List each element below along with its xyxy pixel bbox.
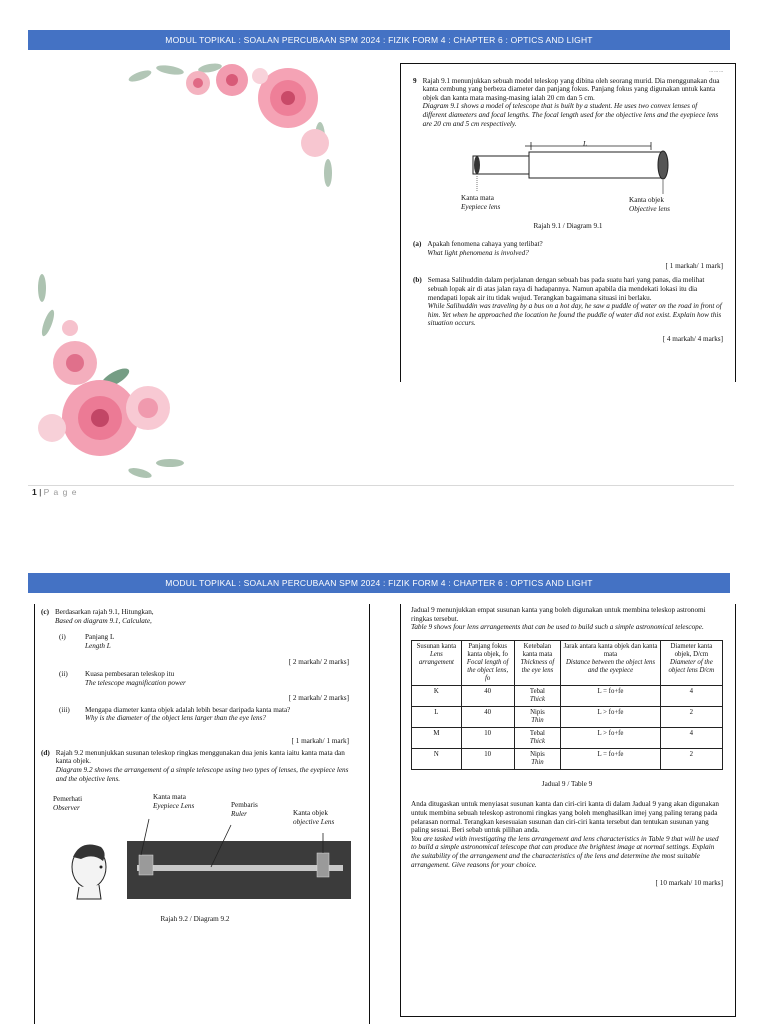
part-c-i-marks: [ 2 markah/ 2 marks] <box>288 658 349 667</box>
part-b-marks: [ 4 markah/ 4 marks] <box>662 334 723 343</box>
part-a-marks: [ 1 markah/ 1 mark] <box>665 262 723 271</box>
table-intro-en: Table 9 shows four lens arrangements that can be used to build such a simple astronomical telescope. <box>411 623 704 632</box>
question-9-panel-part1 <box>400 63 736 382</box>
floral-decoration-left <box>30 268 190 483</box>
header-scrap: ... ... ... <box>709 69 723 74</box>
part-c-iii-ms: Mengapa diameter kanta objek adalah lebih besar daripada kanta mata? <box>85 705 291 714</box>
cell-focal: 10 <box>461 748 514 769</box>
q9-intro-en: Diagram 9.1 shows a model of telescope that is built by a student. He uses two convex lenses of different diameters and focal lengths. The focal length used for the objective lens and the eyepiece lens are 20 cm and 5 cm respectively. <box>422 102 719 128</box>
part-c <box>41 608 349 625</box>
q9-intro-ms: Rajah 9.1 menunjukkan sebuah model teleskop yang dibina oleh seorang murid. Dia menggunakan dua kanta cembung yang berbeza diameter dan panjang fokus. Panjang fokus yang digunakan untuk kanta objek dan kanta mata masing-masing ialah 20 cm dan 5 cm. <box>422 76 720 102</box>
table-header-row <box>412 640 723 685</box>
cell-thickness: Nipis Thin <box>514 706 561 727</box>
objective-label-en: Objective lens <box>629 204 670 213</box>
cell-distance: L > fo+fe <box>561 706 661 727</box>
cell-id: N <box>412 748 462 769</box>
table-intro-ms: Jadual 9 menunjukkan empat susunan kanta yang boleh digunakan untuk membina teleskop astronomi ringkas tersebut. <box>411 606 706 623</box>
part-c-i <box>59 633 349 650</box>
length-label: L <box>583 140 587 149</box>
table-row <box>412 685 723 706</box>
col-header-thickness: Ketebalan kanta mata Thickness of the eye lens <box>514 640 561 685</box>
part-c-ii-ms: Kuasa pembesaran teleskop itu <box>85 670 175 679</box>
observer-head-drawing <box>72 845 106 899</box>
part-b-en: While Salihuddin was traveling by a bus on a hot day, he saw a puddle of water on the road in front of him. Yet when he approached the location he found the puddle of water did not exist. Explain how this situation occurs. <box>427 302 722 328</box>
cell-id: L <box>412 706 462 727</box>
task-marks: [ 10 markah/ 10 marks] <box>655 879 723 888</box>
ruler-label-en: Ruler <box>231 809 247 818</box>
cell-focal: 40 <box>461 706 514 727</box>
task-en: You are tasked with investigating the lens arrangement and lens characteristics in Table 9 that will be used to build a simple astronomical telescope that can produce the brightest image at normal settings. Explain the suitability of the arrangement and the characteristics of the lens and determine the most suitable arrangement. Give reasons for your choice. <box>411 834 719 869</box>
cell-distance: L > fo+fe <box>561 727 661 748</box>
part-a <box>413 240 723 257</box>
cell-distance: L = fo+fe <box>561 748 661 769</box>
part-c-iii <box>59 706 349 723</box>
cell-diameter: 4 <box>660 685 722 706</box>
observer-label-en: Observer <box>53 803 80 812</box>
col-header-arrangement: Susunan kanta Lens arrangement <box>412 640 462 685</box>
part-c-ii-en: The telescope magnification power <box>85 678 186 687</box>
telescope-model-drawing <box>413 132 723 202</box>
cell-diameter: 2 <box>660 748 722 769</box>
part-c-ii <box>59 670 349 687</box>
simple-telescope-photo <box>41 817 351 927</box>
lens-arrangement-table <box>411 640 723 770</box>
part-c-ii-label: (ii) <box>59 670 68 679</box>
eyepiece2-label-ms: Kanta mata <box>153 793 186 802</box>
part-c-i-ms: Panjang L <box>85 633 115 642</box>
part-b <box>413 276 723 328</box>
page-footer <box>32 487 77 497</box>
objective2-label-ms: Kanta objek <box>293 809 328 818</box>
ruler-label-ms: Pembaris <box>231 801 258 810</box>
task-ms: Anda ditugaskan untuk menyiasat susunan kanta dan ciri-ciri kanta di dalam Jadual 9 yang akan digunakan untuk membina sebuah teleskop astronomi ringkas yang boleh menghasilkan imej yang paling terang pada pelarasan normal. Terangkan kesesuaian susunan dan ciri-ciri kanta tersebut dan tentukan susunan yang paling sesuai. Beri sebab untuk pilihan anda. <box>411 800 719 835</box>
col-header-focal-length: Panjang fokus kanta objek, fo Focal length of the object lens, fo <box>461 640 514 685</box>
part-c-i-label: (i) <box>59 633 66 642</box>
table-9-caption: Jadual 9 / Table 9 <box>541 779 593 788</box>
diagram-9-2-caption: Rajah 9.2 / Diagram 9.2 <box>160 915 230 924</box>
observer-label-ms: Pemerhati <box>53 795 83 804</box>
part-c-iii-marks: [ 1 markah/ 1 mark] <box>291 736 349 745</box>
cell-id: K <box>412 685 462 706</box>
question-number: 9 <box>413 76 417 85</box>
objective2-label-en: objective Lens <box>293 817 335 826</box>
part-b-ms: Semasa Salihuddin dalam perjalanan dengan sebuah bas pada suatu hari yang panas, dia melihat sebuah lopak air di atas jalan raya di hadapannya. Namun apabila dia mendekati lokasi itu dia mendapati lopak air itu tidak wujud. Terangkan bagaimana situasi ini berlaku. <box>427 276 705 302</box>
cell-thickness: Nipis Thin <box>514 748 561 769</box>
part-d-label: (d) <box>41 748 50 757</box>
page-header-banner: MODUL TOPIKAL : SOALAN PERCUBAAN SPM 2024 : FIZIK FORM 4 : CHAPTER 6 : OPTICS AND LIGHT <box>28 30 730 50</box>
table-row <box>412 748 723 769</box>
part-a-en: What light phenomena is involved? <box>427 248 529 257</box>
table-row <box>412 727 723 748</box>
cell-thickness: Tebal Thick <box>514 727 561 748</box>
part-a-label: (a) <box>413 240 422 249</box>
cell-focal: 40 <box>461 685 514 706</box>
cell-distance: L = fo+fe <box>561 685 661 706</box>
page-label: P a g e <box>43 487 78 497</box>
page-header-banner-2: MODUL TOPIKAL : SOALAN PERCUBAAN SPM 2024 : FIZIK FORM 4 : CHAPTER 6 : OPTICS AND LIGHT <box>28 573 730 593</box>
objective-label-ms: Kanta objek <box>629 196 664 205</box>
part-c-en: Based on diagram 9.1, Calculate, <box>54 616 152 625</box>
question-9-panel-part3 <box>400 604 736 1017</box>
eyepiece-label-ms: Kanta mata <box>461 194 494 203</box>
page-number: 1 <box>32 487 37 497</box>
cell-focal: 10 <box>461 727 514 748</box>
part-c-iii-label: (iii) <box>59 705 70 714</box>
eyepiece-label-en: Eyepiece lens <box>461 202 501 211</box>
part-c-ms: Berdasarkan rajah 9.1, Hitungkan, <box>54 608 154 616</box>
part-c-i-en: Length L <box>85 641 111 650</box>
diagram-9-1 <box>413 132 723 232</box>
part-d <box>41 749 349 783</box>
col-header-distance: Jarak antara kanta objek dan kanta mata Distance between the object lens and the eyepiece <box>561 640 661 685</box>
part-b-label: (b) <box>413 276 422 285</box>
diagram-9-2 <box>41 789 349 929</box>
eyepiece2-label-en: Eyepiece Lens <box>153 801 195 810</box>
cell-thickness: Tebal Thick <box>514 685 561 706</box>
question-9-panel-part2 <box>34 604 370 1024</box>
part-c-label: (c) <box>41 608 49 616</box>
cell-diameter: 4 <box>660 727 722 748</box>
table-row <box>412 706 723 727</box>
part-a-ms: Apakah fenomena cahaya yang terlibat? <box>427 240 543 249</box>
footer-separator: | <box>36 487 44 497</box>
floral-decoration-top <box>120 58 340 198</box>
diagram-9-1-caption: Rajah 9.1 / Diagram 9.1 <box>533 222 603 231</box>
part-d-ms: Rajah 9.2 menunjukkan susunan teleskop ringkas menggunakan dua jenis kanta iaitu kanta mata dan kanta objek. <box>55 748 345 766</box>
part-c-ii-marks: [ 2 markah/ 2 marks] <box>288 693 349 702</box>
cell-id: M <box>412 727 462 748</box>
footer-divider <box>28 485 734 486</box>
cell-diameter: 2 <box>660 706 722 727</box>
part-c-iii-en: Why is the diameter of the object lens larger than the eye lens? <box>85 714 266 723</box>
col-header-diameter: Diameter kanta objek, D/cm Diameter of the object lens D/cm <box>660 640 722 685</box>
part-d-en: Diagram 9.2 shows the arrangement of a simple telescope using two types of lenses, the eyepiece lens and the objective lens. <box>55 765 349 783</box>
